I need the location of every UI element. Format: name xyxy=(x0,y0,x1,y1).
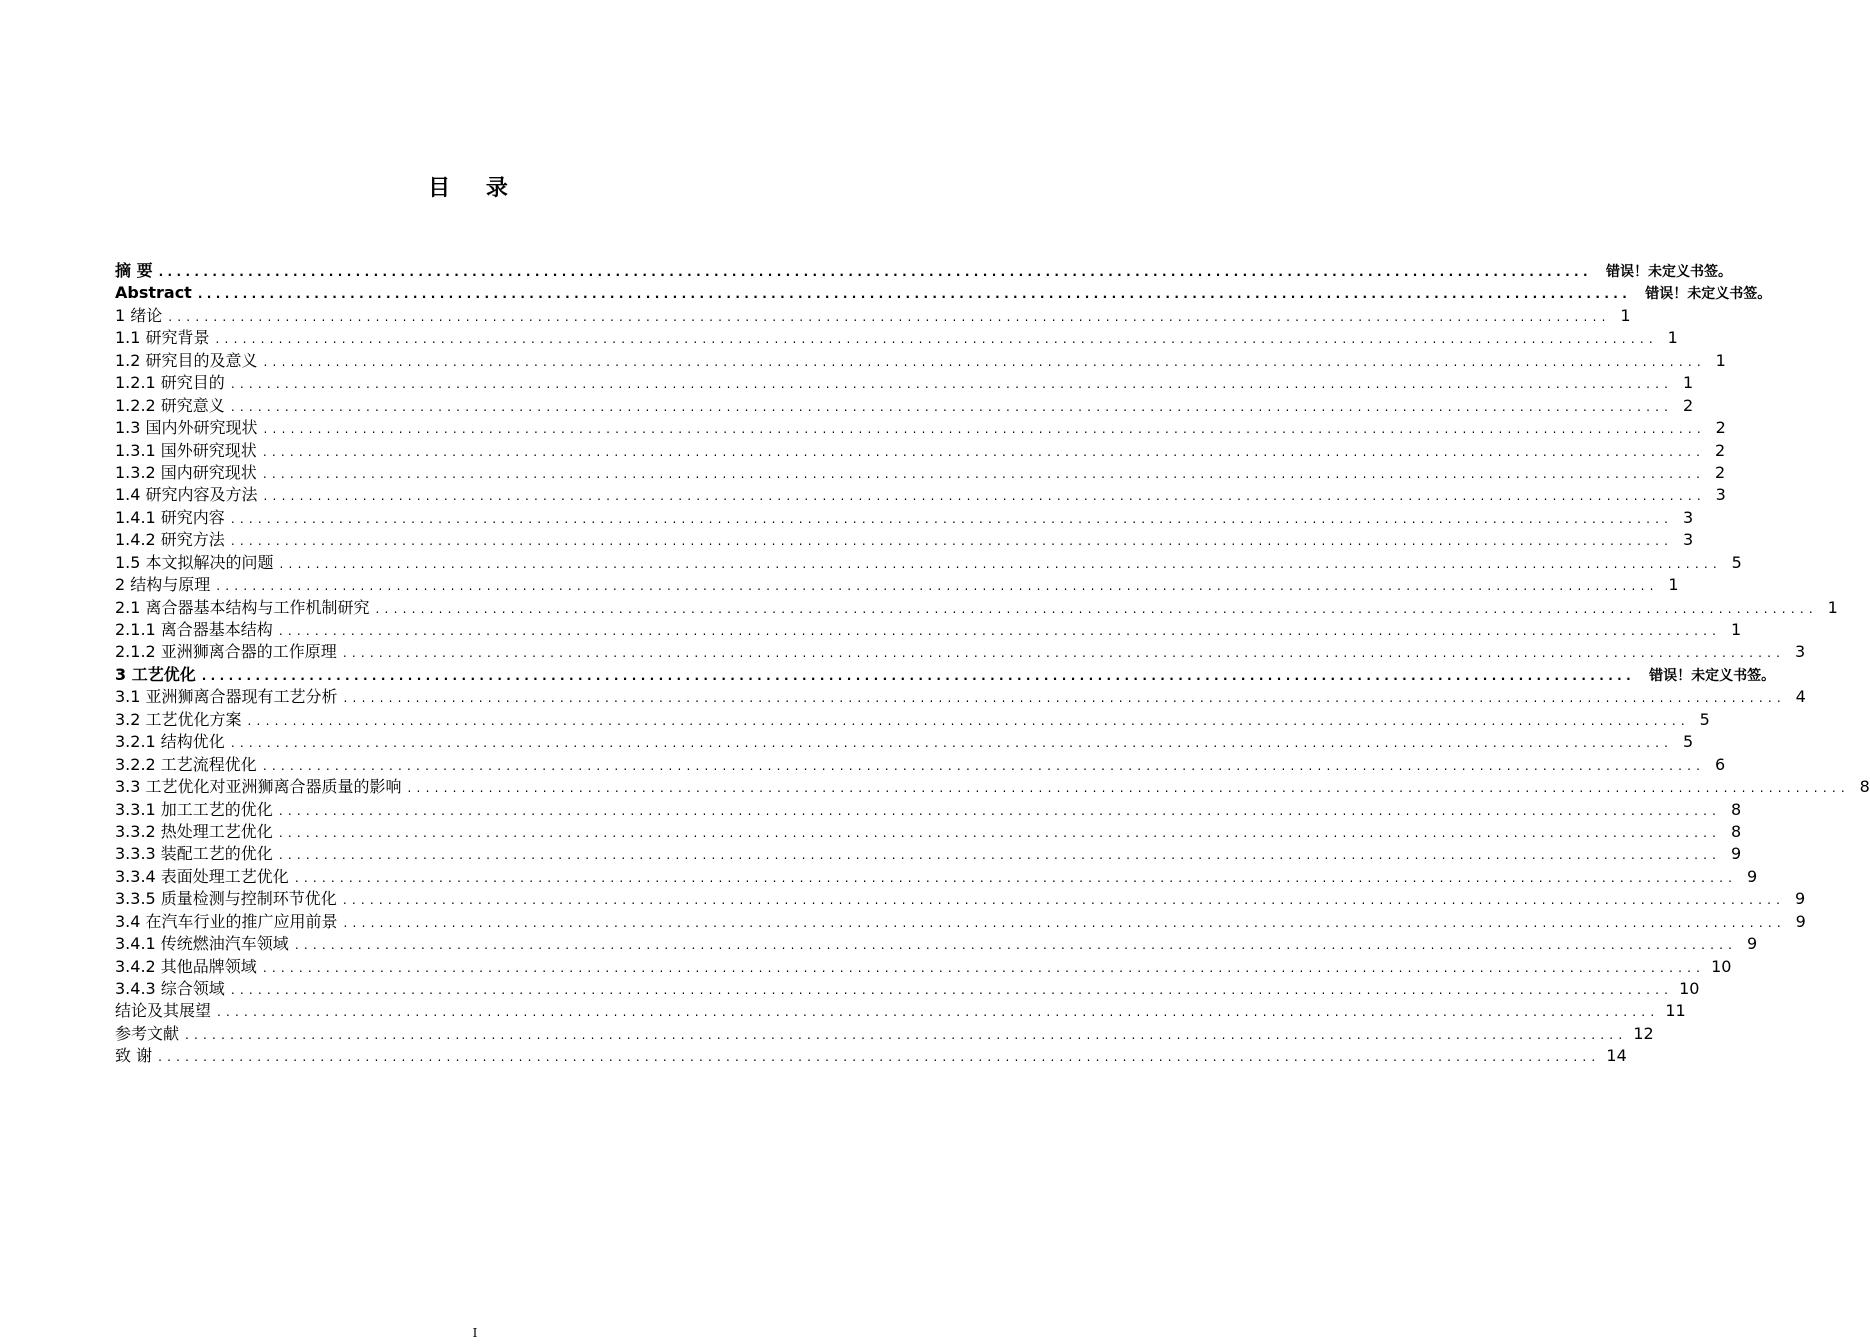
toc-entry-label: 3.3 工艺优化对亚洲狮离合器质量的影响 xyxy=(115,777,402,797)
toc-entry-label: 1.2.2 研究意义 xyxy=(115,395,225,415)
toc-entry-page: 8 xyxy=(1730,821,1742,841)
toc-entry[interactable] xyxy=(115,372,1694,394)
toc-entry-label: 3.4 在汽车行业的推广应用前景 xyxy=(115,911,338,931)
toc-leader-dots: ................................................................................................................................................................ xyxy=(230,399,1674,414)
toc-entry-label: 3.2.1 结构优化 xyxy=(115,732,225,752)
toc-entry-page: 9 xyxy=(1730,844,1742,864)
toc-entry-page: 8 xyxy=(1730,799,1742,819)
toc-entry-label: 致 谢 xyxy=(115,1046,153,1066)
toc-entry-page: 2 xyxy=(1714,462,1726,482)
toc-entry[interactable] xyxy=(115,484,1726,506)
toc-entry-label: 参考文献 xyxy=(115,1023,180,1043)
toc-leader-dots: ................................................................................................................................................................ xyxy=(201,668,1636,683)
toc-title: 目 录 xyxy=(428,176,522,201)
toc-entry[interactable] xyxy=(115,664,1776,686)
toc-entry-label: 摘 要 xyxy=(115,261,153,280)
toc-entry-page: 3 xyxy=(1682,507,1694,527)
toc-entry[interactable] xyxy=(115,507,1694,529)
toc-leader-dots: ................................................................................................................................................................ xyxy=(278,825,1722,840)
toc-leader-dots: ................................................................................................................................................................ xyxy=(294,870,1738,885)
toc-entry-page: 1 xyxy=(1668,575,1679,595)
toc-entry-page: 1 xyxy=(1827,597,1838,617)
toc-leader-dots: ................................................................................................................................................................ xyxy=(158,1050,1601,1065)
toc-leader-dots: ................................................................................................................................................................ xyxy=(158,265,1592,279)
toc-leader-dots: ................................................................................................................................................................ xyxy=(230,736,1674,751)
toc-entry-label: 3.3.3 装配工艺的优化 xyxy=(115,844,273,864)
toc-entry-page: 3 xyxy=(1715,485,1726,505)
toc-entry-label: 3.3.4 表面处理工艺优化 xyxy=(115,866,289,886)
toc-entry-label: 3.4.1 传统燃油汽车领域 xyxy=(115,934,289,954)
toc-leader-dots: ................................................................................................................................................................ xyxy=(262,444,1706,459)
toc-entry-label: 1.2 研究目的及意义 xyxy=(115,350,258,370)
toc-entry-page: 5 xyxy=(1699,709,1710,729)
toc-entry[interactable] xyxy=(115,619,1742,641)
toc-entry-page: 1 xyxy=(1715,350,1726,370)
toc-entry[interactable] xyxy=(115,305,1631,327)
toc-entry[interactable] xyxy=(115,440,1726,462)
toc-leader-dots: ................................................................................................................................................................ xyxy=(217,1005,1660,1020)
toc-leader-dots: ................................................................................................................................................................ xyxy=(262,758,1706,773)
toc-entry-page: 2 xyxy=(1714,440,1726,460)
toc-leader-dots: ................................................................................................................................................................ xyxy=(216,579,1659,594)
toc-entry[interactable] xyxy=(115,641,1806,663)
toc-entry-page: 1 xyxy=(1730,620,1742,639)
toc-entry[interactable] xyxy=(115,552,1742,574)
toc-leader-dots: ................................................................................................................................................................ xyxy=(215,332,1658,347)
toc-entry-label: 3.4.2 其他品牌领域 xyxy=(115,956,257,976)
toc-entry-label: 3.3.5 质量检测与控制环节优化 xyxy=(115,889,337,909)
toc-leader-dots: ................................................................................................................................................................ xyxy=(278,803,1722,818)
toc-leader-dots: ................................................................................................................................................................ xyxy=(279,556,1722,571)
toc-leader-dots: ................................................................................................................................................................ xyxy=(263,354,1706,369)
toc-entry-page: 9 xyxy=(1795,911,1806,931)
toc-entry[interactable] xyxy=(115,978,1700,1000)
toc-entry-label: 3.3.1 加工工艺的优化 xyxy=(115,799,273,819)
toc-entry-page: 1 xyxy=(1620,305,1631,325)
toc-entry[interactable] xyxy=(115,731,1694,753)
toc-leader-dots: ................................................................................................................................................................ xyxy=(294,938,1738,953)
toc-entry[interactable] xyxy=(115,1000,1686,1022)
toc-entry-label: 3.1 亚洲狮离合器现有工艺分析 xyxy=(115,687,338,707)
toc-entry-page: 10 xyxy=(1679,979,1700,998)
toc-entry-page: 3 xyxy=(1682,530,1694,550)
toc-leader-dots: ................................................................................................................................................................ xyxy=(230,511,1674,526)
toc-leader-dots: ................................................................................................................................................................ xyxy=(342,893,1786,908)
toc-entry-label: Abstract xyxy=(115,283,192,303)
toc-leader-dots: ................................................................................................................................................................ xyxy=(230,377,1674,392)
toc-entry[interactable] xyxy=(115,529,1694,551)
toc-entry-label: 1.4 研究内容及方法 xyxy=(115,485,258,505)
toc-entry[interactable] xyxy=(115,799,1742,821)
toc-leader-dots: ................................................................................................................................................................ xyxy=(278,848,1722,863)
toc-entry-error-text: 错误！未定义书签。 xyxy=(1649,667,1776,684)
toc-entry[interactable] xyxy=(115,843,1742,865)
toc-leader-dots: ................................................................................................................................................................ xyxy=(230,534,1674,549)
toc-entry[interactable] xyxy=(115,462,1726,484)
toc-entry-label: 3.4.3 综合领域 xyxy=(115,979,225,998)
toc-entry[interactable] xyxy=(115,888,1806,910)
toc-leader-dots: ................................................................................................................................................................ xyxy=(342,646,1786,661)
toc-entry-label: 结论及其展望 xyxy=(115,1001,212,1021)
toc-leader-dots: ................................................................................................................................................................ xyxy=(262,960,1706,975)
toc-entry-label: 2.1 离合器基本结构与工作机制研究 xyxy=(115,597,370,617)
toc-entry[interactable] xyxy=(115,597,1838,619)
toc-entry-label: 1.4.1 研究内容 xyxy=(115,507,225,527)
toc-entry-label: 3.2 工艺优化方案 xyxy=(115,709,242,729)
toc-entry[interactable] xyxy=(115,395,1694,417)
toc-entry[interactable] xyxy=(115,709,1710,731)
toc-leader-dots: ................................................................................................................................................................ xyxy=(407,781,1850,796)
toc-entry-page: 1 xyxy=(1682,373,1694,393)
toc-entry[interactable] xyxy=(115,686,1806,708)
toc-entry-label: 2.1.1 离合器基本结构 xyxy=(115,620,273,639)
toc-leader-dots: ................................................................................................................................................................ xyxy=(263,489,1706,504)
toc-entry-error-text: 错误！未定义书签。 xyxy=(1645,286,1772,303)
toc-entry-page: 5 xyxy=(1731,552,1742,572)
toc-entry-page: 2 xyxy=(1715,418,1726,438)
toc-entry[interactable] xyxy=(115,260,1732,282)
toc-entry-page: 3 xyxy=(1794,642,1806,662)
toc-leader-dots: ................................................................................................................................................................ xyxy=(343,691,1786,706)
toc-entry-page: 8 xyxy=(1859,777,1870,797)
toc-entry-label: 1.3 国内外研究现状 xyxy=(115,418,258,438)
toc-entry[interactable] xyxy=(115,1045,1627,1067)
toc-entry-page: 9 xyxy=(1746,934,1758,954)
toc-entry-label: 3.2.2 工艺流程优化 xyxy=(115,754,257,774)
toc-entry-label: 1.4.2 研究方法 xyxy=(115,530,225,550)
toc-leader-dots: ................................................................................................................................................................ xyxy=(278,624,1722,638)
toc-entry-page: 14 xyxy=(1606,1046,1627,1066)
toc-entry-page: 11 xyxy=(1665,1001,1686,1021)
toc-entry[interactable] xyxy=(115,933,1758,955)
toc-entry-error-text: 错误！未定义书签。 xyxy=(1605,264,1732,280)
toc-entry-label: 1.2.1 研究目的 xyxy=(115,373,225,393)
toc-leader-dots: ................................................................................................................................................................ xyxy=(343,915,1786,930)
toc-entry[interactable] xyxy=(115,574,1679,596)
toc-entry[interactable] xyxy=(115,1023,1654,1045)
toc-entry-page: 1 xyxy=(1667,328,1678,348)
toc-entry[interactable] xyxy=(115,956,1732,978)
toc-entry-page: 5 xyxy=(1682,732,1694,752)
toc-entry-label: 1.3.1 国外研究现状 xyxy=(115,440,257,460)
toc-entry[interactable] xyxy=(115,282,1772,304)
toc-entry-page: 9 xyxy=(1746,866,1758,886)
toc-entry-label: 1 绪论 xyxy=(115,305,163,325)
toc-leader-dots: ................................................................................................................................................................ xyxy=(230,983,1674,997)
toc-list xyxy=(115,260,1870,1068)
toc-entry[interactable] xyxy=(115,911,1806,933)
toc-entry-label: 2.1.2 亚洲狮离合器的工作原理 xyxy=(115,642,337,662)
toc-entry[interactable] xyxy=(115,350,1726,372)
toc-entry-label: 1.3.2 国内研究现状 xyxy=(115,462,257,482)
toc-entry-page: 2 xyxy=(1682,395,1694,415)
toc-entry[interactable] xyxy=(115,754,1726,776)
toc-entry[interactable] xyxy=(115,821,1742,843)
toc-entry-label: 3.3.2 热处理工艺优化 xyxy=(115,821,273,841)
toc-entry-page: 6 xyxy=(1714,754,1726,774)
toc-leader-dots: ................................................................................................................................................................ xyxy=(263,422,1706,437)
toc-entry-page: 9 xyxy=(1794,889,1806,909)
toc-entry-page: 4 xyxy=(1795,687,1806,707)
toc-entry-page: 12 xyxy=(1633,1023,1654,1043)
toc-leader-dots: ................................................................................................................................................................ xyxy=(375,601,1818,616)
toc-entry-label: 1.5 本文拟解决的问题 xyxy=(115,552,274,572)
toc-entry[interactable] xyxy=(115,776,1870,798)
toc-entry-label: 2 结构与原理 xyxy=(115,575,211,595)
toc-leader-dots: ................................................................................................................................................................ xyxy=(262,466,1706,481)
toc-leader-dots: ................................................................................................................................................................ xyxy=(197,287,1632,302)
toc-entry[interactable] xyxy=(115,327,1678,349)
toc-entry-label: 1.1 研究背景 xyxy=(115,328,210,348)
toc-entry-page: 10 xyxy=(1711,956,1732,976)
toc-leader-dots: ................................................................................................................................................................ xyxy=(247,713,1690,728)
toc-entry-label: 3 工艺优化 xyxy=(115,664,196,684)
toc-entry[interactable] xyxy=(115,417,1726,439)
page-number: I xyxy=(472,1326,478,1340)
toc-entry[interactable] xyxy=(115,866,1758,888)
toc-leader-dots: ................................................................................................................................................................ xyxy=(185,1027,1628,1042)
toc-leader-dots: ................................................................................................................................................................ xyxy=(168,309,1611,324)
